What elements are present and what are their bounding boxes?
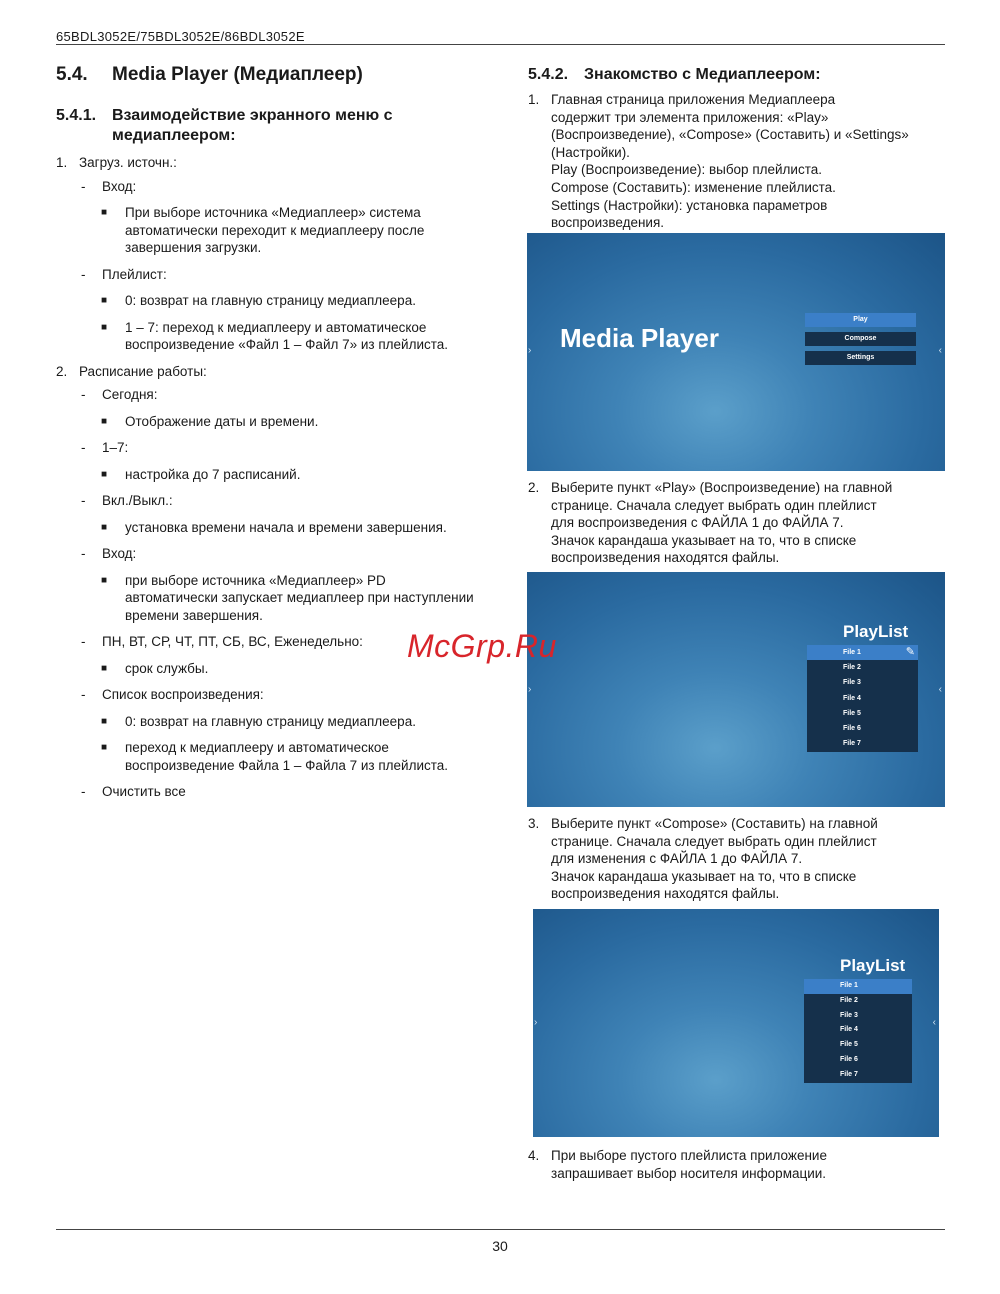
subsection-title-2: Знакомство с Медиаплеером:	[584, 66, 821, 83]
step-1	[528, 91, 951, 232]
pencil-icon: ✎	[905, 646, 915, 658]
playlist-file-item[interactable]: File 7	[843, 740, 861, 748]
playlist-file-item[interactable]: File 6	[843, 724, 861, 732]
bullet-text: 1 – 7: переход к медиаплееру и автоматическое воспроизведение «Файл 1 – Файл 7» из плейлиста.	[125, 319, 449, 352]
step-line: Выберите пункт «Compose» (Составить) на главной	[551, 816, 878, 831]
sub-item	[81, 386, 476, 404]
chevron-right-icon: ›	[528, 684, 532, 695]
right-column	[528, 60, 948, 91]
list-item	[56, 154, 476, 172]
square-bullet-icon: ■	[101, 574, 108, 586]
playlist-file-item[interactable]: File 3	[843, 679, 861, 687]
square-bullet-icon: ■	[101, 521, 108, 533]
step-text	[551, 815, 951, 903]
model-header: 65BDL3052E/75BDL3052E/86BDL3052E	[56, 29, 305, 44]
bullet-text: установка времени начала и времени завершения.	[125, 519, 447, 535]
step-line: При выборе пустого плейлиста приложение	[551, 1148, 827, 1163]
bullet-text: настройка до 7 расписаний.	[125, 466, 301, 482]
sub-item-text: Плейлист:	[102, 266, 167, 282]
square-bullet-icon: ■	[101, 468, 108, 480]
sub-item-text: Вход:	[102, 546, 137, 561]
sub-item	[81, 492, 476, 510]
left-column	[56, 60, 476, 801]
step-line: воспроизведения находятся файлы.	[551, 886, 780, 902]
bullet-text: при выборе источника «Медиаплеер» PD автоматически запускает медиаплеер при наступлении времени завершения.	[125, 572, 474, 623]
subsection-title-line: Взаимодействие экранного меню с	[112, 107, 393, 124]
bullet-text: Отображение даты и времени.	[125, 413, 319, 429]
bullet-item	[101, 319, 476, 354]
step-line: запрашивает выбор носителя информации.	[551, 1165, 827, 1181]
step-line: Compose (Составить): изменение плейлиста.	[551, 179, 836, 195]
step-number: 3.	[528, 816, 540, 831]
step-line: для воспроизведения с ФАЙЛА 1 до ФАЙЛА 7.	[551, 515, 844, 531]
media-player-title: Media Player	[560, 323, 719, 353]
subsection-heading-1	[56, 106, 476, 146]
step-line: странице. Сначала следует выбрать один плейлист	[551, 497, 877, 513]
subsection-number-1: 5.4.1.	[56, 107, 97, 124]
sub-item-text: ПН, ВТ, СР, ЧТ, ПТ, СБ, ВС, Еженедельно:	[102, 634, 363, 649]
playlist-file-item[interactable]: File 3	[840, 1011, 858, 1019]
playlist-file-item[interactable]	[807, 645, 918, 660]
playlist-file-item[interactable]: File 5	[843, 709, 861, 717]
square-bullet-icon: ■	[101, 295, 108, 306]
playlist-file-item[interactable]: File 4	[840, 1026, 858, 1034]
step-line: Settings (Настройки): установка параметров	[551, 197, 828, 213]
step-number: 4.	[528, 1148, 540, 1163]
step-2	[528, 479, 951, 567]
sub-item-text: Вход:	[102, 178, 137, 194]
bullet-text: переход к медиаплееру и автоматическое воспроизведение Файла 1 – Файла 7 из плейлиста.	[125, 740, 449, 773]
sub-item	[81, 266, 476, 284]
playlist-play-screenshot	[527, 572, 945, 807]
step-line: для изменения с ФАЙЛА 1 до ФАЙЛА 7.	[551, 851, 803, 867]
item-text: Расписание работы:	[79, 363, 207, 379]
watermark: McGrp.Ru	[407, 628, 557, 664]
bullet-text: срок службы.	[125, 660, 209, 676]
compose-button[interactable]: Compose	[805, 332, 916, 346]
subsection-number-2: 5.4.2.	[528, 66, 569, 83]
dash: -	[81, 784, 86, 799]
playlist-file-item[interactable]: File 6	[840, 1055, 858, 1063]
sub-item	[81, 783, 476, 801]
bullet-item	[101, 713, 476, 731]
playlist-title: PlayList	[840, 956, 906, 975]
sub-item	[81, 439, 476, 457]
dash: -	[81, 178, 86, 194]
playlist-file-item[interactable]: File 7	[840, 1070, 858, 1078]
playlist-file-item[interactable]: File 2	[843, 664, 861, 672]
bullet-item	[101, 466, 476, 484]
header-rule	[56, 44, 945, 45]
playlist-file-item[interactable]: File 5	[840, 1041, 858, 1049]
play-button[interactable]: Play	[805, 313, 916, 327]
dash: -	[81, 440, 86, 455]
step-line: Play (Воспроизведение): выбор плейлиста.	[551, 162, 823, 178]
section-heading	[56, 64, 476, 86]
bullet-item	[101, 519, 476, 537]
item-number: 2.	[56, 363, 68, 379]
file-label: File 1	[843, 649, 861, 656]
section-title: Media Player (Медиаплеер)	[112, 64, 363, 85]
settings-button[interactable]: Settings	[805, 351, 916, 365]
step-line: Главная страница приложения Медиаплеера	[551, 92, 836, 107]
square-bullet-icon: ■	[101, 321, 108, 333]
step-text	[551, 479, 951, 567]
playlist-compose-screenshot	[533, 909, 939, 1137]
step-line: содержит три элемента приложения: «Play»	[551, 109, 829, 125]
playlist-title: PlayList	[843, 622, 909, 641]
bullet-item	[101, 292, 476, 310]
subsection-title-line: медиаплеером:	[112, 127, 236, 144]
playlist-panel	[804, 979, 912, 1083]
bullet-item	[101, 572, 476, 625]
dash: -	[81, 266, 86, 282]
step-text	[551, 1147, 951, 1182]
step-line: воспроизведения находятся файлы.	[551, 550, 780, 566]
chevron-left-icon: ‹	[932, 1017, 936, 1028]
square-bullet-icon: ■	[101, 742, 108, 753]
bullet-item	[101, 739, 476, 774]
dash: -	[81, 687, 86, 702]
bullet-text: При выборе источника «Медиаплеер» система автоматически переходит к медиаплееру после завершения загрузки.	[125, 205, 425, 255]
bullet-item	[101, 413, 476, 431]
dash: -	[81, 493, 86, 508]
playlist-file-item[interactable]: File 4	[843, 694, 861, 702]
dash: -	[81, 634, 86, 649]
media-player-screenshot	[527, 233, 945, 471]
subsection-title-1	[112, 106, 393, 146]
sub-item-text: 1–7:	[102, 440, 129, 455]
sub-item-text: Очистить все	[102, 784, 186, 799]
sub-item	[81, 178, 476, 196]
sub-item-text: Список воспроизведения:	[102, 687, 264, 702]
step-line: странице. Сначала следует выбрать один плейлист	[551, 833, 877, 849]
sub-item-text: Сегодня:	[102, 387, 158, 402]
square-bullet-icon: ■	[101, 715, 108, 727]
sub-item	[81, 686, 476, 704]
step-text	[551, 91, 951, 232]
step-3	[528, 815, 951, 903]
subsection-heading-2	[528, 65, 948, 85]
playlist-file-item[interactable]: File 1	[804, 979, 912, 994]
square-bullet-icon: ■	[101, 207, 108, 218]
bullet-text: 0: возврат на главную страницу медиаплеера.	[125, 713, 416, 729]
square-bullet-icon: ■	[101, 415, 108, 427]
item-text: Загруз. источн.:	[79, 155, 177, 170]
chevron-left-icon: ‹	[938, 345, 942, 356]
item-number: 1.	[56, 155, 68, 170]
step-line: (Воспроизведение), «Compose» (Составить) и «Settings»	[551, 127, 909, 143]
step-number: 1.	[528, 92, 540, 107]
step-line: Значок карандаша указывает на то, что в списке	[551, 868, 857, 884]
step-line: воспроизведения.	[551, 215, 665, 231]
sub-item	[81, 545, 476, 563]
step-line: Выберите пункт «Play» (Воспроизведение) на главной	[551, 480, 893, 495]
chevron-left-icon: ‹	[938, 684, 942, 695]
bullet-text: 0: возврат на главную страницу медиаплеера.	[125, 293, 416, 308]
dash: -	[81, 387, 86, 402]
sub-item-text: Вкл./Выкл.:	[102, 493, 173, 508]
section-number: 5.4.	[56, 64, 88, 85]
chevron-right-icon: ›	[528, 345, 532, 356]
page-number: 30	[492, 1238, 508, 1254]
step-line: Значок карандаша указывает на то, что в списке	[551, 532, 857, 548]
bullet-item	[101, 204, 476, 257]
chevron-right-icon: ›	[534, 1017, 538, 1028]
list-item	[56, 363, 476, 381]
step-line: (Настройки).	[551, 144, 630, 160]
step-4	[528, 1147, 951, 1182]
playlist-file-item[interactable]: File 2	[840, 996, 858, 1004]
square-bullet-icon: ■	[101, 662, 108, 674]
footer-rule	[56, 1229, 945, 1230]
dash: -	[81, 546, 86, 561]
playlist-panel	[807, 645, 918, 752]
step-number: 2.	[528, 480, 540, 495]
